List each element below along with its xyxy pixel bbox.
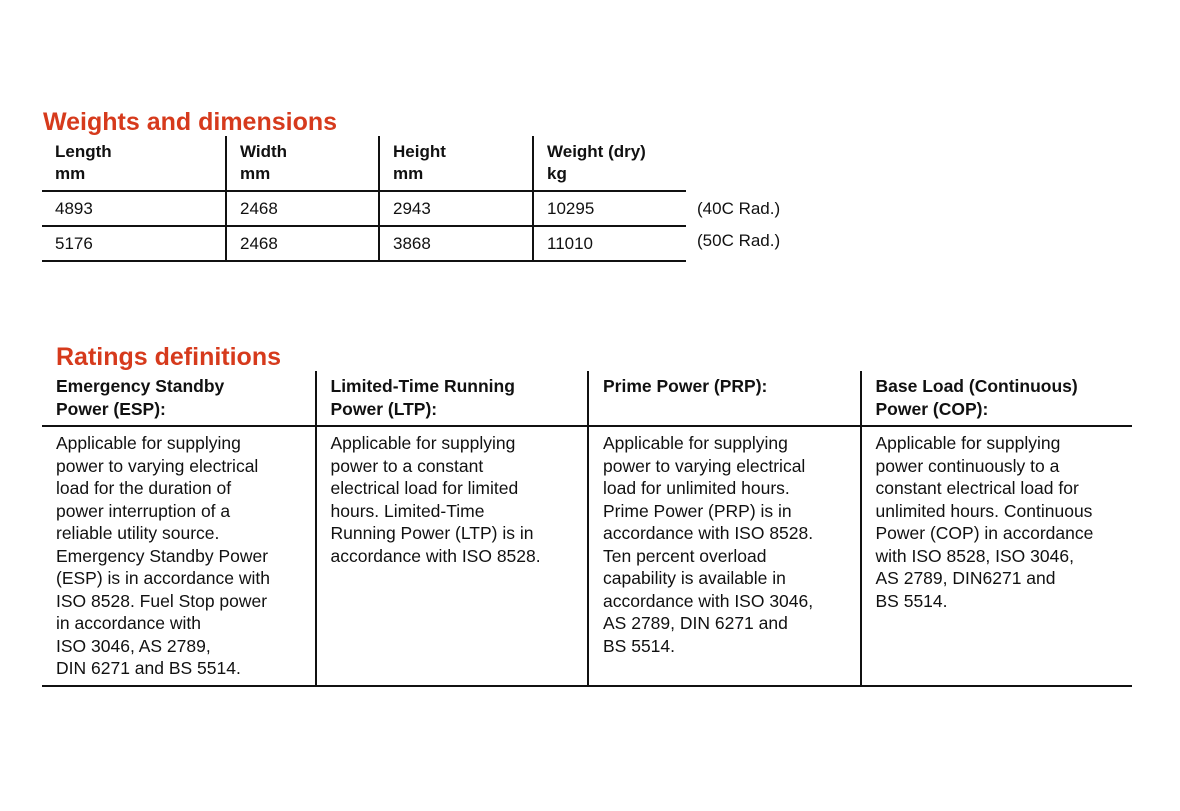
cop-header: Base Load (Continuous) Power (COP): (860, 371, 1133, 425)
table-row (42, 227, 686, 262)
table-row (42, 192, 686, 227)
height-header: Height mm (378, 136, 532, 190)
length-header: Length mm (55, 142, 112, 183)
ltp-definition: Applicable for supplying power to a constant electrical load for limited hours. Limited-Time Running Power (LTP) is in accordance with ISO 8528. (315, 427, 588, 685)
cop-definition: Applicable for supplying power continuously to a constant electrical load for unlimited hours. Continuous Power (COP) in accordance with ISO 8528, ISO 3046, AS 2789, DIN6271 and BS 5514. (860, 427, 1133, 685)
radiator-note: (40C Rad.) (697, 199, 781, 218)
height-cell: 2943 (378, 192, 532, 225)
width-cell: 2468 (225, 227, 378, 260)
prp-header: Prime Power (PRP): (587, 371, 860, 425)
weight-cell: 11010 (532, 227, 686, 260)
table-header-row (42, 136, 686, 192)
table-row (42, 427, 1132, 687)
weight-cell: 10295 (532, 192, 686, 225)
length-cell: 4893 (55, 199, 93, 218)
radiator-note: (50C Rad.) (697, 231, 781, 250)
prp-definition: Applicable for supplying power to varying electrical load for unlimited hours. Prime Power (PRP) is in accordance with ISO 8528. Ten percent overload capability is available in accordance with ISO 3046, AS 2789, DIN 6271 and BS 5514. (587, 427, 860, 685)
length-cell: 5176 (55, 234, 93, 253)
weight-header: Weight (dry) kg (532, 136, 686, 190)
width-cell: 2468 (225, 192, 378, 225)
weights-dimensions-title: Weights and dimensions (43, 108, 338, 136)
width-header: Width mm (225, 136, 378, 190)
esp-definition: Applicable for supplying power to varying electrical load for the duration of power interruption of a reliable utility source. Emergency Standby Power (ESP) is in accordance with ISO 8528. Fuel Stop power in accordance with ISO 3046, AS 2789, DIN 6271 and BS 5514. (56, 433, 270, 678)
ltp-header: Limited-Time Running Power (LTP): (315, 371, 588, 425)
ratings-definitions-table (42, 371, 1132, 687)
ratings-definitions-title: Ratings definitions (56, 343, 281, 371)
table-header-row (42, 371, 1132, 427)
esp-header: Emergency Standby Power (ESP): (56, 376, 225, 419)
weights-dimensions-table (42, 136, 686, 262)
height-cell: 3868 (378, 227, 532, 260)
